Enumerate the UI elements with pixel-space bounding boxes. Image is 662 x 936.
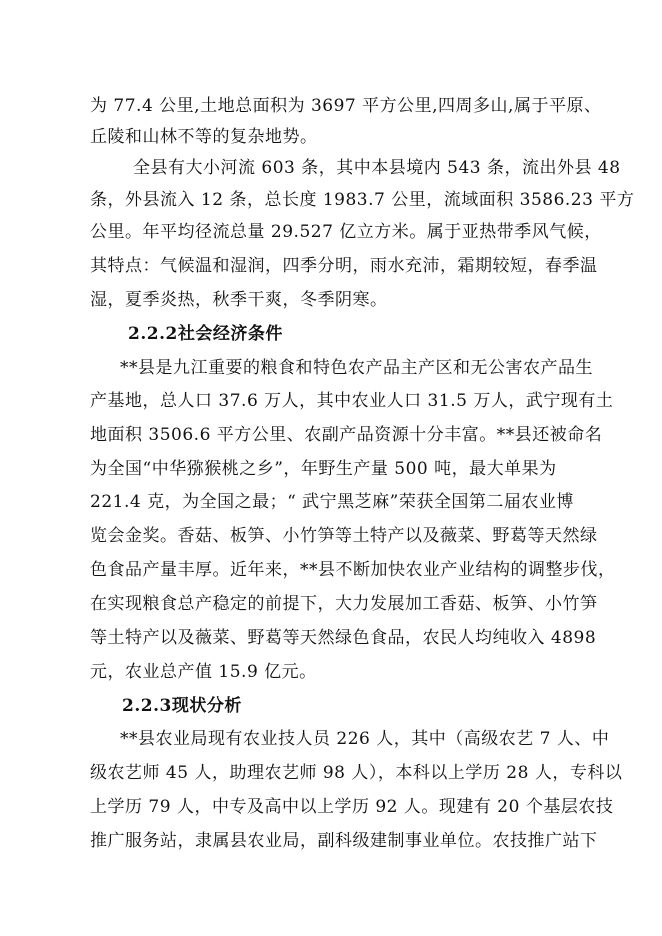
section-heading: 2.2.2社会经济条件 bbox=[128, 324, 283, 344]
section-heading: 2.2.3现状分析 bbox=[122, 696, 242, 716]
body-line: 元，农业总产值 15.9 亿元。 bbox=[90, 662, 317, 682]
body-line: 丘陵和山林不等的复杂地势。 bbox=[90, 127, 318, 147]
body-line: 地面积 3506.6 平方公里、农副产品资源十分丰富。**县还被命名 bbox=[90, 425, 603, 445]
body-line: 其特点：气候温和湿润，四季分明，雨水充沛，霜期较短，春季温 bbox=[90, 256, 598, 276]
body-line: 级农艺师 45 人，助理农艺师 98 人），本科以上学历 28 人，专科以 bbox=[90, 763, 623, 783]
body-line: **县是九江重要的粮食和特色农产品主产区和无公害农产品生 bbox=[120, 358, 593, 378]
body-line: 为 77.4 公里,土地总面积为 3697 平方公里,四周多山,属于平原、 bbox=[90, 96, 602, 116]
body-line: 等土特产以及薇菜、野葛等天然绿色食品，农民人均纯收入 4898 bbox=[90, 628, 597, 648]
body-line: 条，外县流入 12 条，总长度 1983.7 公里，流域面积 3586.23 平方 bbox=[90, 190, 635, 210]
body-line: 色食品产量丰厚。近年来，**县不断加快农业产业结构的调整步伐， bbox=[90, 560, 616, 580]
body-line: 221.4 克，为全国之最；“ 武宁黑芝麻”荣获全国第二届农业博 bbox=[90, 492, 574, 512]
body-line: 览会金奖。香菇、板笋、小竹笋等土特产以及薇菜、野葛等天然绿 bbox=[90, 526, 598, 546]
body-line: 公里。年平均径流总量 29.527 亿立方米。属于亚热带季风气候， bbox=[90, 222, 602, 242]
body-line: 全县有大小河流 603 条，其中本县境内 543 条，流出外县 48 bbox=[133, 158, 621, 178]
body-line: 上学历 79 人，中专及高中以上学历 92 人。现建有 20 个基层农技 bbox=[90, 797, 614, 817]
body-line: 湿，夏季炎热，秋季干爽，冬季阴寒。 bbox=[90, 290, 388, 310]
body-line: 推广服务站，隶属县农业局，副科级建制事业单位。农技推广站下 bbox=[90, 831, 598, 851]
body-line: 在实现粮食总产稳定的前提下，大力发展加工香菇、板笋、小竹笋 bbox=[90, 594, 598, 614]
body-line: **县农业局现有农业技人员 226 人，其中（高级农艺 7 人、中 bbox=[120, 729, 610, 749]
body-line: 产基地，总人口 37.6 万人，其中农业人口 31.5 万人，武宁现有土 bbox=[90, 391, 614, 411]
body-line: 为全国“中华猕猴桃之乡”，年野生产量 500 吨，最大单果为 bbox=[90, 459, 557, 479]
